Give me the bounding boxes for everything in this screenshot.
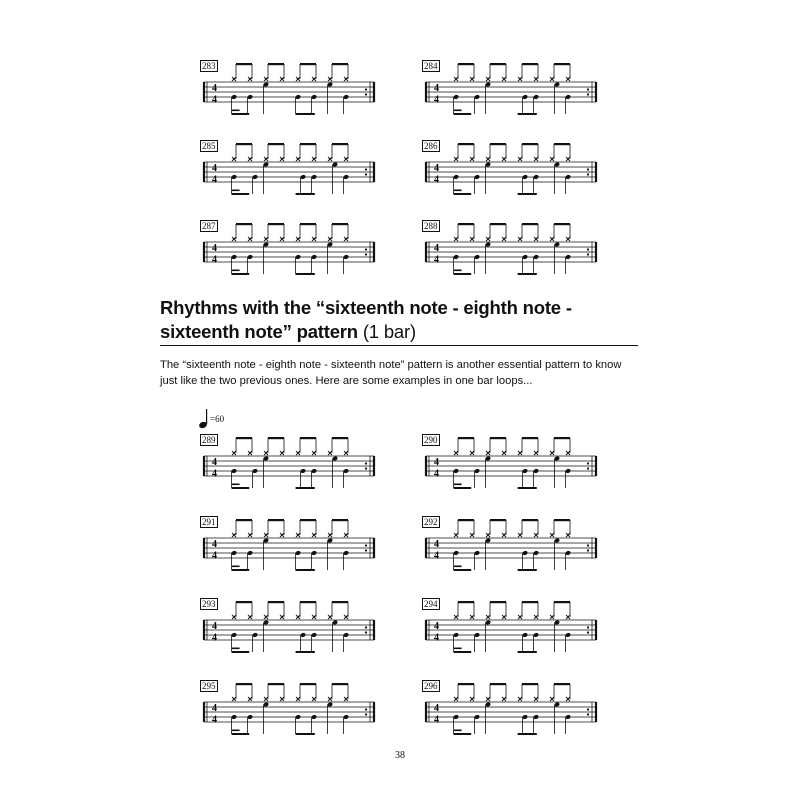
repeat-dot	[365, 253, 367, 255]
repeat-dot	[587, 173, 589, 175]
time-signature-top: 4	[212, 163, 217, 174]
beam	[236, 519, 252, 521]
time-signature-bottom: 4	[434, 254, 439, 266]
page-number: 38	[395, 750, 405, 761]
beam	[554, 437, 570, 439]
time-signature-top: 4	[212, 243, 217, 254]
repeat-dot	[587, 88, 589, 90]
time-signature	[434, 621, 439, 644]
drum-staff	[420, 218, 600, 280]
time-signature	[434, 163, 439, 186]
drum-exercise-294	[420, 596, 600, 658]
exercise-number: 292	[424, 517, 438, 527]
drum-exercise-288	[420, 218, 600, 280]
drum-staff	[420, 432, 600, 494]
beam	[268, 143, 284, 145]
beam	[454, 733, 472, 735]
beam	[454, 730, 462, 732]
hihat-voice	[232, 683, 348, 701]
beam	[300, 519, 316, 521]
staff-lines	[204, 162, 374, 182]
beam	[454, 193, 472, 195]
time-signature	[434, 539, 439, 562]
section-heading	[160, 296, 638, 346]
beam	[232, 193, 250, 195]
time-signature	[434, 703, 439, 726]
beam	[232, 270, 240, 272]
time-signature-top: 4	[212, 83, 217, 94]
beam	[518, 113, 537, 115]
beam	[522, 143, 538, 145]
beam	[268, 437, 284, 439]
beam	[232, 733, 250, 735]
exercise-number: 289	[202, 435, 216, 445]
staff-lines	[426, 162, 596, 182]
drum-staff	[198, 678, 378, 740]
beam	[296, 113, 315, 115]
time-signature-bottom: 4	[212, 254, 217, 266]
beam	[458, 437, 474, 439]
time-signature-bottom: 4	[212, 174, 217, 186]
beam	[490, 601, 506, 603]
drum-staff	[198, 58, 378, 120]
beam	[554, 223, 570, 225]
beam	[296, 569, 315, 571]
beam	[232, 113, 250, 115]
repeat-dot	[587, 626, 589, 628]
beam	[490, 437, 506, 439]
beam	[332, 63, 348, 65]
drum-exercise-284	[420, 58, 600, 120]
beam	[458, 519, 474, 521]
beam	[232, 730, 240, 732]
time-signature	[212, 621, 217, 644]
beam	[236, 601, 252, 603]
repeat-dot	[365, 631, 367, 633]
beam	[232, 648, 240, 650]
exercise-number: 296	[424, 681, 438, 691]
drum-staff	[420, 678, 600, 740]
time-signature	[212, 457, 217, 480]
beam	[518, 569, 537, 571]
repeat-dot	[587, 467, 589, 469]
staff-lines	[204, 620, 374, 640]
beam	[454, 190, 462, 192]
exercise-number: 283	[202, 61, 216, 71]
beam	[236, 63, 252, 65]
repeat-dot	[587, 708, 589, 710]
beam	[454, 487, 472, 489]
time-signature-bottom: 4	[434, 468, 439, 480]
beam	[554, 683, 570, 685]
time-signature-top: 4	[434, 621, 439, 632]
beam	[296, 273, 315, 275]
beam	[300, 143, 316, 145]
beam	[522, 437, 538, 439]
beam	[232, 569, 250, 571]
time-signature-top: 4	[434, 539, 439, 550]
beam	[332, 683, 348, 685]
exercise-number: 286	[424, 141, 438, 151]
beam	[454, 273, 472, 275]
repeat-dot	[587, 248, 589, 250]
beam	[458, 683, 474, 685]
repeat-dot	[365, 467, 367, 469]
beam	[236, 437, 252, 439]
time-signature-top: 4	[212, 703, 217, 714]
beam	[332, 437, 348, 439]
beam	[454, 110, 462, 112]
beam	[300, 223, 316, 225]
staff-lines	[426, 456, 596, 476]
time-signature-bottom: 4	[434, 714, 439, 726]
beam	[232, 484, 240, 486]
drum-exercise-287	[198, 218, 378, 280]
time-signature-bottom: 4	[434, 94, 439, 106]
intro-paragraph: The “sixteenth note - eighth note - sixteenth note” pattern is another essential pattern to know just like the two previous ones. Here are some examples in one bar loops...	[160, 359, 622, 387]
beam	[458, 223, 474, 225]
hihat-voice	[454, 223, 570, 241]
time-signature-top: 4	[212, 621, 217, 632]
beam	[454, 270, 462, 272]
beam	[458, 63, 474, 65]
beam	[522, 683, 538, 685]
repeat-dot	[365, 549, 367, 551]
staff-lines	[426, 538, 596, 558]
drum-exercise-286	[420, 138, 600, 200]
staff-lines	[426, 620, 596, 640]
beam	[296, 487, 315, 489]
tempo-marking	[198, 408, 238, 430]
time-signature-bottom: 4	[434, 550, 439, 562]
beam	[332, 143, 348, 145]
beam	[458, 143, 474, 145]
beam	[296, 651, 315, 653]
beam	[490, 143, 506, 145]
beam	[236, 223, 252, 225]
beam	[490, 223, 506, 225]
time-signature	[212, 703, 217, 726]
time-signature-bottom: 4	[434, 174, 439, 186]
beam	[522, 223, 538, 225]
exercise-number: 290	[424, 435, 438, 445]
repeat-dot	[587, 713, 589, 715]
beam	[300, 601, 316, 603]
beam	[518, 651, 537, 653]
time-signature-bottom: 4	[212, 94, 217, 106]
beam	[490, 683, 506, 685]
drum-exercise-283	[198, 58, 378, 120]
time-signature	[434, 83, 439, 106]
repeat-dot	[587, 549, 589, 551]
beam	[296, 733, 315, 735]
hihat-voice	[454, 601, 570, 619]
hihat-voice	[232, 223, 348, 241]
drum-staff	[420, 58, 600, 120]
beam	[236, 683, 252, 685]
staff-lines	[204, 538, 374, 558]
heading-suffix: (1 bar)	[357, 321, 416, 342]
beam	[296, 193, 315, 195]
exercise-number: 284	[424, 61, 438, 71]
repeat-dot	[365, 173, 367, 175]
beam	[554, 519, 570, 521]
beam	[522, 601, 538, 603]
beam	[454, 648, 462, 650]
repeat-dot	[365, 626, 367, 628]
staff-lines	[204, 242, 374, 262]
time-signature	[212, 83, 217, 106]
hihat-voice	[232, 437, 348, 455]
beam	[518, 193, 537, 195]
drum-exercise-292	[420, 514, 600, 576]
exercise-number: 295	[202, 681, 216, 691]
time-signature-top: 4	[434, 457, 439, 468]
repeat-dot	[365, 708, 367, 710]
beam	[458, 601, 474, 603]
repeat-dot	[365, 88, 367, 90]
repeat-dot	[587, 168, 589, 170]
beam	[232, 566, 240, 568]
drum-staff	[198, 596, 378, 658]
hihat-voice	[232, 519, 348, 537]
beam	[518, 487, 537, 489]
exercise-number: 285	[202, 141, 216, 151]
beam	[490, 519, 506, 521]
beam	[300, 63, 316, 65]
beam	[268, 683, 284, 685]
time-signature-bottom: 4	[212, 550, 217, 562]
hihat-voice	[454, 683, 570, 701]
repeat-dot	[587, 253, 589, 255]
hihat-voice	[232, 63, 348, 81]
drum-staff	[198, 514, 378, 576]
beam	[268, 63, 284, 65]
time-signature-top: 4	[434, 163, 439, 174]
drum-exercise-295	[198, 678, 378, 740]
beam	[554, 601, 570, 603]
beam	[332, 601, 348, 603]
repeat-dot	[365, 544, 367, 546]
repeat-dot	[365, 462, 367, 464]
staff-lines	[426, 242, 596, 262]
drum-exercise-296	[420, 678, 600, 740]
hihat-voice	[454, 63, 570, 81]
repeat-dot	[587, 93, 589, 95]
beam	[454, 651, 472, 653]
beam	[236, 143, 252, 145]
beam	[232, 651, 250, 653]
time-signature	[434, 243, 439, 266]
time-signature-top: 4	[434, 83, 439, 94]
staff-lines	[204, 702, 374, 722]
time-signature-top: 4	[212, 539, 217, 550]
time-signature-bottom: 4	[434, 632, 439, 644]
beam	[490, 63, 506, 65]
drum-exercise-290	[420, 432, 600, 494]
repeat-dot	[587, 544, 589, 546]
beam	[232, 273, 250, 275]
hihat-voice	[454, 437, 570, 455]
time-signature-bottom: 4	[212, 632, 217, 644]
staff-lines	[204, 82, 374, 102]
beam	[300, 683, 316, 685]
exercise-number: 294	[424, 599, 438, 609]
exercise-number: 288	[424, 221, 438, 231]
beam	[518, 733, 537, 735]
beam	[332, 519, 348, 521]
time-signature-bottom: 4	[212, 468, 217, 480]
hihat-voice	[454, 519, 570, 537]
beam	[454, 569, 472, 571]
repeat-dot	[365, 248, 367, 250]
hihat-voice	[232, 143, 348, 161]
beam	[232, 190, 240, 192]
beam	[522, 63, 538, 65]
beam	[268, 601, 284, 603]
repeat-dot	[587, 462, 589, 464]
staff-lines	[204, 456, 374, 476]
time-signature	[212, 539, 217, 562]
time-signature	[212, 163, 217, 186]
heading-main: Rhythms with the “sixteenth note - eighth note - sixteenth note” pattern	[160, 297, 572, 342]
drum-exercise-289	[198, 432, 378, 494]
beam	[518, 273, 537, 275]
beam	[268, 223, 284, 225]
drum-staff	[420, 514, 600, 576]
beam	[232, 487, 250, 489]
drum-exercise-285	[198, 138, 378, 200]
repeat-dot	[365, 713, 367, 715]
hihat-voice	[454, 143, 570, 161]
beam	[454, 566, 462, 568]
drum-staff	[198, 138, 378, 200]
repeat-dot	[365, 93, 367, 95]
drum-staff	[198, 432, 378, 494]
drum-staff	[198, 218, 378, 280]
drum-exercise-293	[198, 596, 378, 658]
time-signature-bottom: 4	[212, 714, 217, 726]
staff-lines	[426, 702, 596, 722]
beam	[268, 519, 284, 521]
time-signature	[212, 243, 217, 266]
time-signature	[434, 457, 439, 480]
exercise-number: 291	[202, 517, 216, 527]
repeat-dot	[587, 631, 589, 633]
drum-staff	[420, 138, 600, 200]
tempo-value: =60	[210, 414, 225, 424]
hihat-voice	[232, 601, 348, 619]
beam	[454, 484, 462, 486]
beam	[332, 223, 348, 225]
beam	[522, 519, 538, 521]
beam	[232, 110, 240, 112]
exercise-number: 287	[202, 221, 216, 231]
time-signature-top: 4	[212, 457, 217, 468]
time-signature-top: 4	[434, 703, 439, 714]
beam	[300, 437, 316, 439]
drum-exercise-291	[198, 514, 378, 576]
staff-lines	[426, 82, 596, 102]
time-signature-top: 4	[434, 243, 439, 254]
beam	[454, 113, 472, 115]
exercise-number: 293	[202, 599, 216, 609]
beam	[554, 63, 570, 65]
beam	[554, 143, 570, 145]
drum-staff	[420, 596, 600, 658]
repeat-dot	[365, 168, 367, 170]
